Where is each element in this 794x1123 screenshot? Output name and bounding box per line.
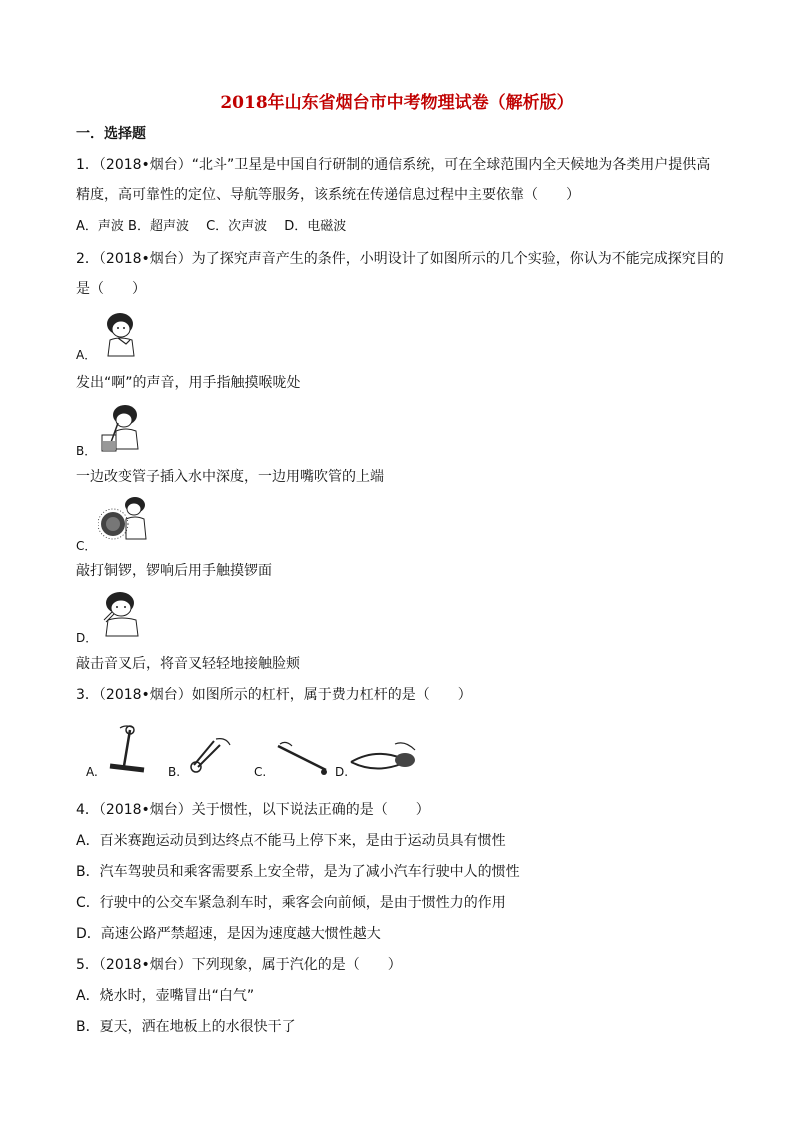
q2-option-b-text: 一边改变管子插入水中深度，一边用嘴吹管的上端 [76,469,384,485]
lever-a-image [100,722,156,776]
q4-option-c: C．行驶中的公交车紧急刹车时，乘客会向前倾，是由于惯性力的作用 [76,895,506,911]
q2-option-a-text: 发出“啊”的声音，用手指触摸喉咙处 [76,375,301,391]
q3-option-c-label: C. [254,765,267,779]
q5-option-b: B．夏天，洒在地板上的水很快干了 [76,1019,296,1035]
q4-option-a: A．百米赛跑运动员到达终点不能马上停下来，是由于运动员具有惯性 [76,833,506,849]
lever-b-image [180,735,236,775]
q4-option-b: B．汽车驾驶员和乘客需要系上安全带，是为了减小汽车行驶中人的惯性 [76,864,520,880]
lever-d-image [345,738,421,778]
q1-options: A．声波 B．超声波 C．次声波 D．电磁波 [76,219,347,234]
q2-option-a-label: A． [76,348,97,362]
q3-option-b-label: B. [168,765,181,779]
boy-gong-image [98,495,150,545]
q4-stem: 4．（2018•烟台）关于惯性，以下说法正确的是（ ） [76,802,430,818]
q2-option-d-label: D． [76,631,98,645]
q3-option-d-label: D. [335,765,349,779]
q2-option-c-label: C． [76,539,97,553]
q1-stem-line1: 1．（2018•烟台）“北斗”卫星是中国自行研制的通信系统，可在全球范围内全天候地为各类用户提供高 [76,157,711,173]
boy-tube-image [98,403,142,453]
q2-option-c-text: 敲打铜锣，锣响后用手触摸锣面 [76,563,272,579]
lever-c-image [270,740,332,778]
boy-throat-image [98,310,142,358]
q3-option-a-label: A. [86,765,98,779]
q3-stem: 3．（2018•烟台）如图所示的杠杆，属于费力杠杆的是（ ） [76,687,472,703]
q2-stem-line1: 2．（2018•烟台）为了探究声音产生的条件，小明设计了如图所示的几个实验，你认为不能完成探究目的 [76,251,724,267]
boy-tuning-fork-image [98,590,146,640]
section-heading: 一．选择题 [76,126,146,142]
q1-stem-line2: 精度，高可靠性的定位、导航等服务，该系统在传递信息过程中主要依靠（ ） [76,187,580,203]
q2-stem-line2: 是（ ） [76,281,146,297]
q4-option-d: D．高速公路严禁超速，是因为速度越大惯性越大 [76,926,381,942]
q5-stem: 5．（2018•烟台）下列现象，属于汽化的是（ ） [76,957,402,973]
q2-option-b-label: B． [76,444,97,458]
page-title: 2018年山东省烟台市中考物理试卷（解析版） [220,93,574,113]
q5-option-a: A．烧水时，壶嘴冒出“白气” [76,988,255,1004]
q2-option-d-text: 敲击音叉后，将音叉轻轻地接触脸颊 [76,656,300,672]
